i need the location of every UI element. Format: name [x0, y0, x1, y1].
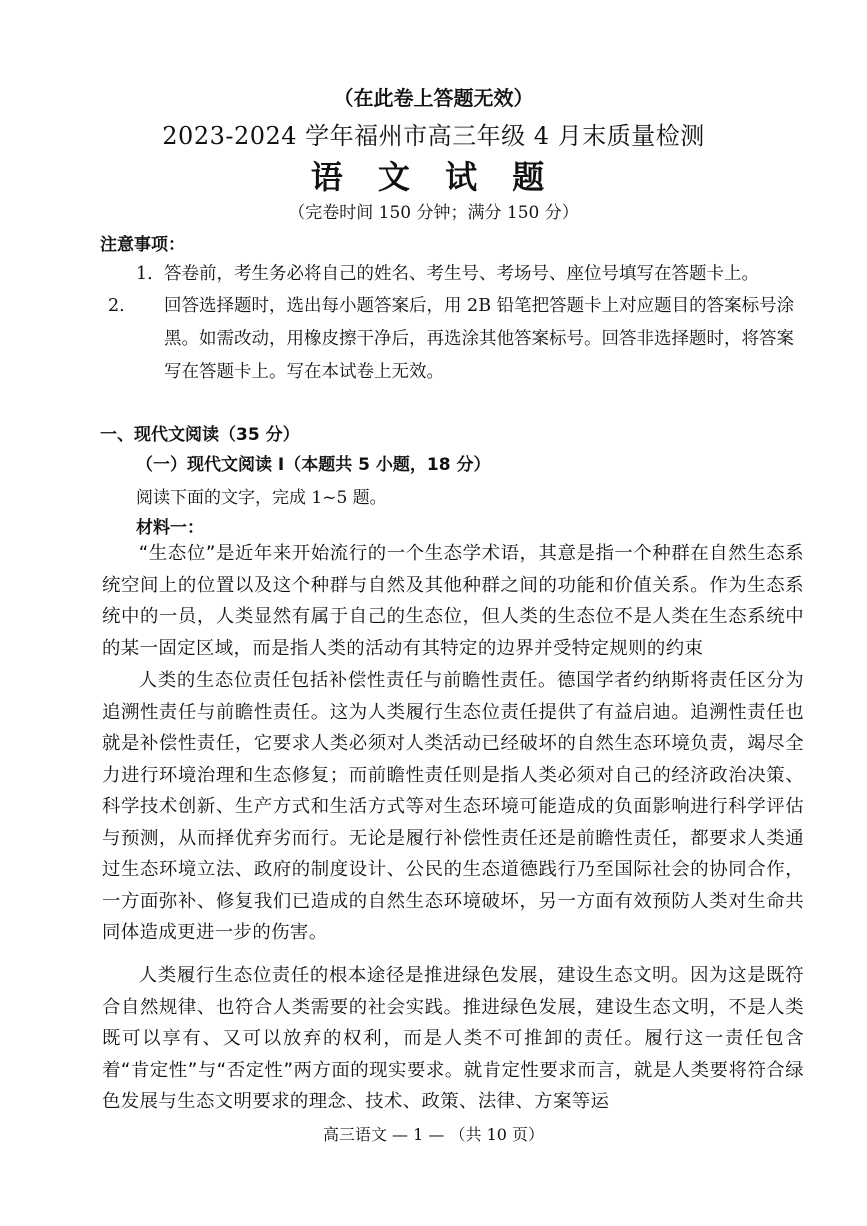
note-item-1	[136, 258, 806, 291]
note-text: 答卷前，考生务必将自己的姓名、考生号、考场号、座位号填写在答题卡上。	[164, 264, 759, 284]
subsection-title: （一）现代文阅读 I（本题共 5 小题，18 分）	[136, 455, 491, 475]
note-number: 1.	[136, 264, 153, 284]
exam-timing: （完卷时间 150 分钟；满分 150 分）	[288, 203, 579, 223]
exam-title: 2023-2024 学年福州市高三年级 4 月末质量检测	[162, 122, 705, 150]
page-footer: 高三语文 — 1 — （共 10 页）	[322, 1125, 545, 1144]
material-label: 材料一：	[136, 518, 204, 538]
banner-invalid-notice: （在此卷上答题无效）	[333, 86, 534, 110]
note-number: 2.	[108, 296, 125, 316]
subject-title: 语 文 试 题	[310, 158, 557, 196]
section-title: 一、现代文阅读（35 分）	[100, 425, 300, 445]
passage-paragraph-2: 人类的生态位责任包括补偿性责任与前瞻性责任。德国学者约纳斯将责任区分为追溯性责任与前瞻性责任。这为人类履行生态位责任提供了有益启迪。追溯性责任也就是补偿性责任，它要求人类必须对人类活动已经破坏的自然生态环境负责，竭尽全力进行环境治理和生态修复；而前瞻性责任则是指人类必须对自己的经济政治决策、科学技术创新、生产方式和生活方式等对生态环境可能造成的负面影响进行科学评估与预测，从而择优弃劣而行。无论是履行补偿性责任还是前瞻性责任，都要求人类通过生态环境立法、政府的制度设计、公民的生态道德践行乃至国际社会的协同合作，一方面弥补、修复我们已造成的自然生态环境破坏，另一方面有效预防人类对生命共同体造成更进一步的伤害。	[102, 670, 804, 943]
note-text: 回答选择题时，选出每小题答案后，用 2B 铅笔把答题卡上对应题目的答案标号涂黑。如需改动，用橡皮擦干净后，再选涂其他答案标号。回答非选择题时，将答案写在答题卡上。写在本试卷上无效。	[164, 296, 795, 382]
note-item-2	[108, 290, 806, 389]
notes-heading: 注意事项：	[100, 235, 185, 255]
passage-paragraph-3: 人类履行生态位责任的根本途径是推进绿色发展，建设生态文明。因为这是既符合自然规律、也符合人类需要的社会实践。推进绿色发展，建设生态文明，不是人类既可以享有、又可以放弃的权利，而是人类不可推卸的责任。履行这一责任包含着“肯定性”与“否定性”两方面的现实要求。就肯定性要求而言，就是人类要将符合绿色发展与生态文明要求的理念、技术、政策、法律、方案等运	[102, 965, 804, 1112]
reading-instruction: 阅读下面的文字，完成 1~5 题。	[136, 488, 387, 508]
passage-paragraph-1: “生态位”是近年来开始流行的一个生态学术语，其意是指一个种群在自然生态系统空间上的位置以及这个种群与自然及其他种群之间的功能和价值关系。作为生态系统中的一员，人类显然有属于自己的生态位，但人类的生态位不是人类在生态系统中的某一固定区域，而是指人类的活动有其特定的边界并受特定规则的约束	[102, 543, 804, 659]
